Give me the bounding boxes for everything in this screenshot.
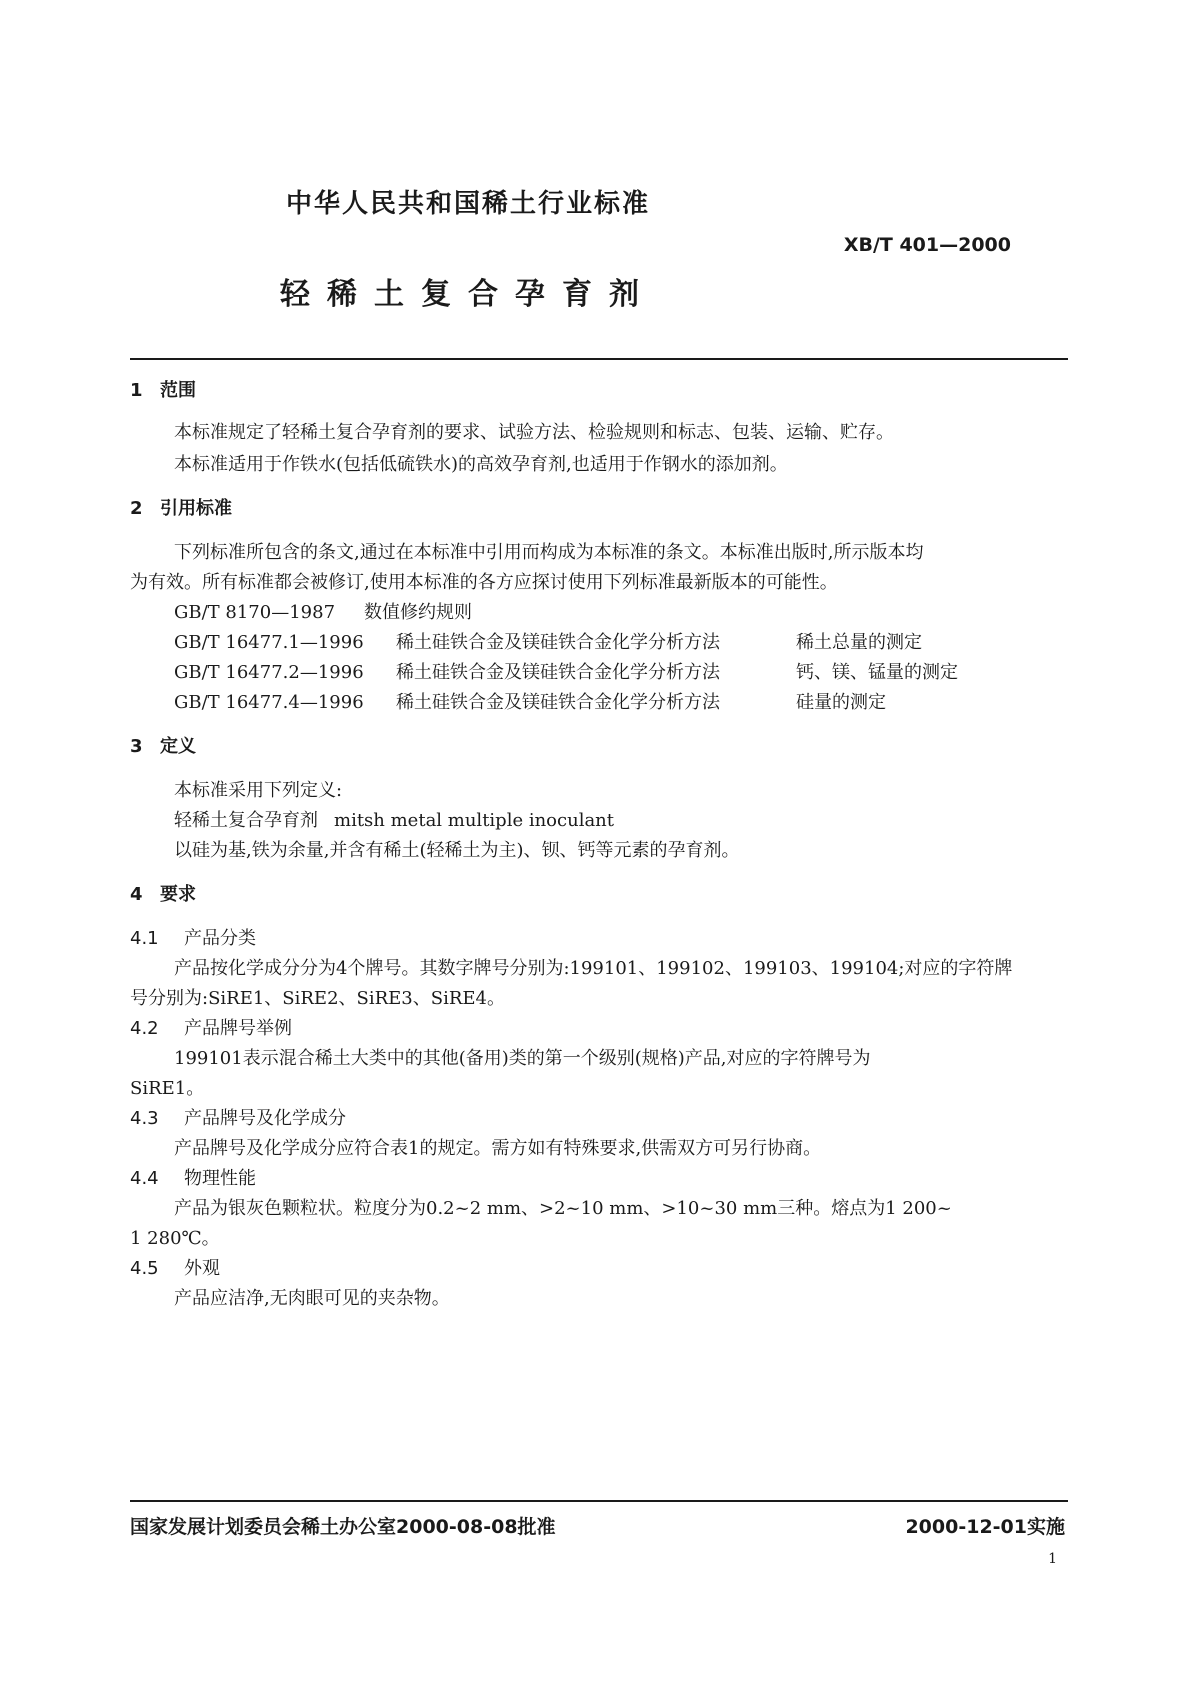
subsection-number: 4.4	[130, 1168, 159, 1189]
standard-category-title: 中华人民共和国稀土行业标准	[286, 189, 651, 219]
subsection-number: 4.3	[130, 1108, 159, 1129]
reference-item	[174, 628, 922, 654]
reference-title: 数值修约规则	[364, 602, 472, 623]
subsection-4-4-para-line-1: 产品为银灰色颗粒状。粒度分为0.2~2 mm、>2~10 mm、>10~30 mm三种。熔点为1 200~	[174, 1198, 952, 1219]
section-3-heading	[130, 732, 196, 758]
definition-text: 以硅为基,铁为余量,并含有稀土(轻稀土为主)、钡、钙等元素的孕育剂。	[174, 840, 740, 861]
reference-part: 硅量的测定	[796, 692, 886, 713]
reference-title: 稀土硅铁合金及镁硅铁合金化学分析方法	[396, 662, 720, 683]
subsection-4-2-heading	[130, 1014, 292, 1040]
approval-statement: 国家发展计划委员会稀土办公室2000-08-08批准	[130, 1516, 556, 1538]
subsection-title: 物理性能	[184, 1168, 256, 1189]
subsection-title: 产品分类	[184, 928, 256, 949]
section-4-heading	[130, 880, 196, 906]
reference-item	[174, 658, 958, 684]
reference-code: GB/T 16477.1—1996	[174, 632, 364, 653]
reference-part: 钙、镁、锰量的测定	[796, 662, 958, 683]
section-title: 引用标准	[160, 498, 232, 519]
reference-item	[174, 598, 472, 624]
subsection-4-2-para-line-1: 199101表示混合稀土大类中的其他(备用)类的第一个级别(规格)产品,对应的字符牌号为	[174, 1048, 871, 1069]
subsection-4-1-para-line-1: 产品按化学成分分为4个牌号。其数字牌号分别为:199101、199102、199103、199104;对应的字符牌	[174, 958, 1013, 979]
reference-item	[174, 688, 886, 714]
subsection-number: 4.1	[130, 928, 159, 949]
reference-title: 稀土硅铁合金及镁硅铁合金化学分析方法	[396, 692, 720, 713]
reference-code: GB/T 16477.2—1996	[174, 662, 364, 683]
subsection-4-2-para-line-2: SiRE1。	[130, 1078, 205, 1099]
reference-code: GB/T 16477.4—1996	[174, 692, 364, 713]
term-english: mitsh metal multiple inoculant	[334, 810, 615, 831]
subsection-4-3-heading	[130, 1104, 346, 1130]
section-title: 范围	[160, 380, 196, 401]
section-number: 1	[130, 380, 143, 401]
subsection-4-5-heading	[130, 1254, 220, 1280]
reference-code: GB/T 8170—1987	[174, 602, 336, 623]
subsection-title: 外观	[184, 1258, 220, 1279]
effective-date: 2000-12-01实施	[905, 1516, 1065, 1538]
section-title: 定义	[160, 736, 196, 757]
section-2-heading	[130, 494, 232, 520]
subsection-title: 产品牌号及化学成分	[184, 1108, 346, 1129]
section-1-heading	[130, 376, 196, 402]
definition-term	[174, 806, 614, 832]
section-number: 4	[130, 884, 143, 905]
subsection-number: 4.2	[130, 1018, 159, 1039]
subsection-4-4-heading	[130, 1164, 256, 1190]
reference-part: 稀土总量的测定	[796, 632, 922, 653]
section-2-para-line-2: 为有效。所有标准都会被修订,使用本标准的各方应探讨使用下列标准最新版本的可能性。	[130, 572, 838, 593]
subsection-4-1-para-line-2: 号分别为:SiRE1、SiRE2、SiRE3、SiRE4。	[130, 988, 505, 1009]
document-title: 轻稀土复合孕育剂	[280, 277, 656, 312]
subsection-4-5-para: 产品应洁净,无肉眼可见的夹杂物。	[174, 1288, 450, 1309]
subsection-4-4-para-line-2: 1 280℃。	[130, 1228, 220, 1249]
section-1-para-1: 本标准规定了轻稀土复合孕育剂的要求、试验方法、检验规则和标志、包装、运输、贮存。	[174, 422, 894, 443]
term-chinese: 轻稀土复合孕育剂	[174, 810, 318, 831]
section-number: 2	[130, 498, 143, 519]
section-number: 3	[130, 736, 143, 757]
standard-number: XB/T 401—2000	[843, 234, 1011, 256]
footer-divider	[130, 1500, 1068, 1502]
header-divider	[130, 358, 1068, 360]
section-3-para-1: 本标准采用下列定义:	[174, 780, 343, 801]
reference-title: 稀土硅铁合金及镁硅铁合金化学分析方法	[396, 632, 720, 653]
section-title: 要求	[160, 884, 196, 905]
section-1-para-2: 本标准适用于作铁水(包括低硫铁水)的高效孕育剂,也适用于作钢水的添加剂。	[174, 454, 788, 475]
section-2-para-line-1: 下列标准所包含的条文,通过在本标准中引用而构成为本标准的条文。本标准出版时,所示版本均	[174, 542, 924, 563]
subsection-4-1-heading	[130, 924, 256, 950]
subsection-title: 产品牌号举例	[184, 1018, 292, 1039]
page-number: 1	[1048, 1551, 1057, 1567]
subsection-number: 4.5	[130, 1258, 159, 1279]
subsection-4-3-para: 产品牌号及化学成分应符合表1的规定。需方如有特殊要求,供需双方可另行协商。	[174, 1138, 822, 1159]
